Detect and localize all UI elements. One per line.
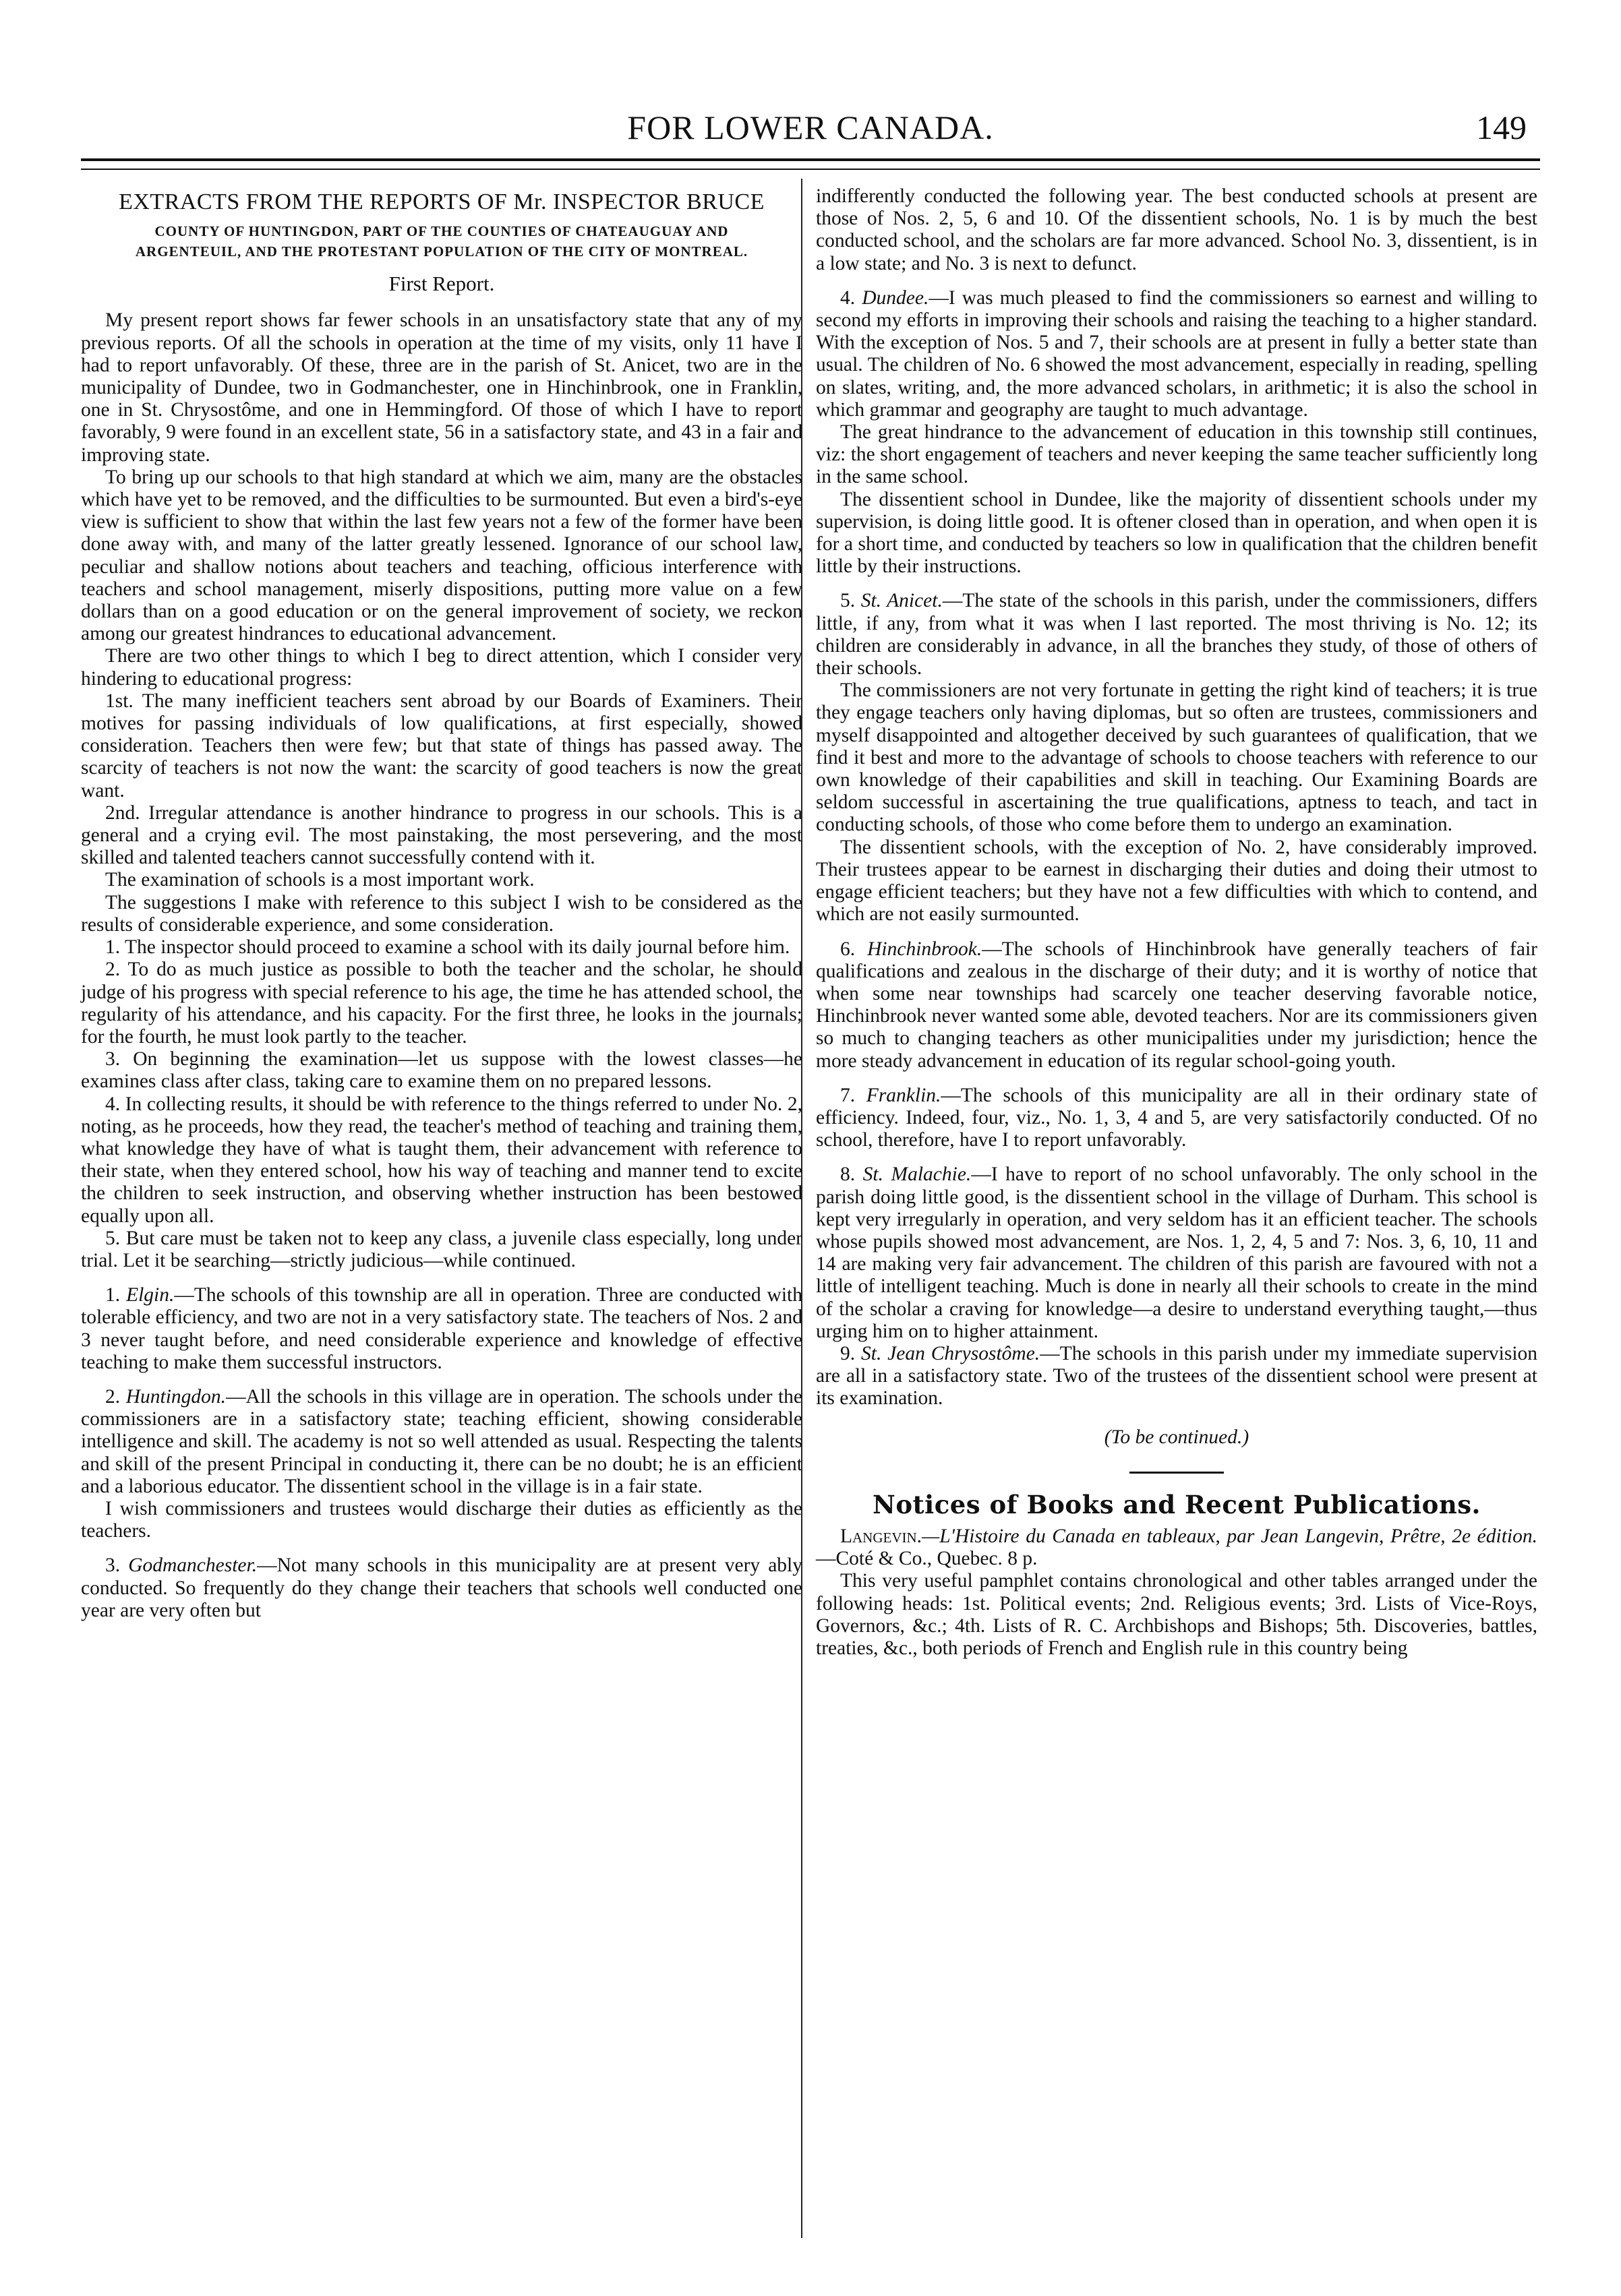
section-hinchinbrook (816, 938, 1537, 1073)
running-title: FOR LOWER CANADA. (627, 109, 994, 146)
section-text: —I have to report of no school unfavorably. The only school in the parish doing little good, is the dissentient school in the village of Durham. This school is kept very irregularly in operation, and very seldom has it an efficient teacher. The schools whose pupils showed most advancement, are Nos. 1, 2, 4, 5 and 7: Nos. 3, 6, 10, 11 and 14 are making very fair advancement. The children of this parish are favoured with not a little of intelligent teaching. Much is done in nearly all their schools to create in the mind of the scholar a craving for knowledge—a desire to understand everything taught,—thus urging him on to higher attainment. (816, 1164, 1537, 1342)
section-number: 7. (840, 1084, 856, 1106)
right-column (816, 185, 1537, 1660)
book-title: —L'Histoire du Canada en tableaux, par Jean Langevin, Prêtre, 2e édition. (922, 1525, 1537, 1547)
section-number: 5. (840, 590, 856, 612)
header-rule (81, 158, 1540, 161)
article-title: EXTRACTS FROM THE REPORTS OF Mr. INSPECTOR BRUCE (119, 189, 765, 214)
section-text: —Not many schools in this municipality are at present very ably conducted. So frequently do they change their teachers that schools well conducted one year are very often but (81, 1554, 802, 1621)
place-name: St. Jean Chrysostôme. (861, 1342, 1040, 1364)
paragraph: 2nd. Irregular attendance is another hindrance to progress in our schools. This is a general and a crying evil. The most painstaking, the most persevering, and the most skilled and talented teachers cannot successfully contend with it. (81, 802, 802, 869)
section-number: 6. (840, 938, 856, 960)
left-column (81, 185, 802, 1622)
paragraph: 1. The inspector should proceed to examine a school with its daily journal before him. (105, 936, 790, 959)
section-text: —The schools in this parish under my immediate supervision are all in a satisfactory state. Two of the trustees of the dissentient school were present at its examination. (816, 1342, 1538, 1410)
place-name: Hinchinbrook. (867, 938, 982, 960)
page-number: 149 (1476, 109, 1527, 146)
place-name: St. Malachie. (862, 1164, 972, 1186)
section-text: —The state of the schools in this parish, under the commissioners, differs little, if any, from what it was when I last reported. The most thriving is No. 12; its children are considerably in advance, in all the branches they study, of those of others of their schools. (816, 590, 1537, 679)
place-name: Godmanchester. (128, 1554, 258, 1577)
paragraph: There are two other things to which I beg to direct attention, which I consider very hindering to educational progress: (81, 645, 802, 690)
paragraph: I wish commissioners and trustees would discharge their duties as efficiently as the teachers. (81, 1497, 802, 1542)
section-dundee (816, 287, 1537, 421)
book-entry (816, 1525, 1537, 1570)
paragraph: The dissentient school in Dundee, like the majority of dissentient schools under my supervision, is doing little good. It is oftener closed than in operation, and when open it is for a short time, and conducted by teachers so low in qualification that the children benefit little by their instructions. (816, 488, 1537, 578)
notices-heading: Notices of Books and Recent Publications. (873, 1489, 1481, 1519)
paragraph: 2. To do as much justice as possible to both the teacher and the scholar, he should judge of his progress with special reference to his age, the time he has attended school, the regularity of his attendance, and his capacity. For the first three, he looks in the journals; for the fourth, he must look partly to the teacher. (81, 959, 802, 1048)
to-be-continued: (To be continued.) (1104, 1426, 1249, 1448)
paragraph: To bring up our schools to that high standard at which we aim, many are the obstacles which have yet to be removed, and the difficulties to be surmounted. But even a bird's-eye view is sufficient to show that within the last few years not a few of the former have been done away with, and many of the latter greatly lessened. Ignorance of our school law, peculiar and shallow notions about teachers and teaching, officious interference with teachers and school management, miserly dispositions, putting more value on a few dollars than on a good education or on the general improvement of society, we reckon among our greatest hindrances to educational advancement. (81, 466, 802, 645)
paragraph: The commissioners are not very fortunate in getting the right kind of teachers; it is true they engage teachers only having diplomas, but so often are trustees, commissioners and myself disappointed and altogether deceived by such guarantees of qualification, that we find it best and more to the advantage of schools to choose teachers with reference to our own knowledge of their capabilities and skill in teaching. Our Examining Boards are seldom successful in ascertaining the true qualifications, aptness to teach, and tact in conducting schools, of those who come before them to undergo an examination. (816, 679, 1537, 836)
paragraph: The examination of schools is a most important work. (105, 869, 535, 891)
section-elgin (81, 1284, 802, 1374)
section-st-jean (816, 1343, 1537, 1410)
paragraph: 3. On beginning the examination—let us suppose with the lowest classes—he examines class after class, taking care to examine them on no prepared lessons. (81, 1048, 802, 1093)
section-godmanchester (81, 1554, 802, 1622)
paragraph: 1st. The many inefficient teachers sent abroad by our Boards of Examiners. Their motives for passing individuals of low qualifications, at first especially, showed consideration. Teachers then were few; but that state of things has passed away. The scarcity of teachers is not now the want: the scarcity of good teachers is now the great want. (81, 690, 802, 802)
section-st-malachie (816, 1164, 1537, 1343)
book-author: Langevin. (840, 1525, 922, 1547)
report-heading: First Report. (388, 272, 495, 296)
paragraph: The suggestions I make with reference to this subject I wish to be considered as the results of considerable experience, and some consideration. (81, 891, 802, 936)
section-huntingdon (81, 1386, 802, 1498)
section-franklin (816, 1085, 1537, 1152)
place-name: Franklin. (866, 1084, 941, 1106)
paragraph: The great hindrance to the advancement of education in this township still continues, viz: the short engagement of teachers and never keeping the same teacher sufficiently long in the same school. (816, 421, 1537, 488)
place-name: Huntingdon. (125, 1385, 227, 1408)
section-number: 1. (105, 1284, 121, 1306)
paragraph: 4. In collecting results, it should be with reference to the things referred to under No. 2, noting, as he proceeds, how they read, the teacher's method of teaching and training them, what knowledge they have of what is taught them, their advancement with reference to their state, when they entered school, how his way of teaching and manner tend to excite the children to seek instruction, and observing whether instruction has been bestowed equally upon all. (81, 1093, 802, 1227)
section-number: 2. (105, 1385, 121, 1408)
section-number: 9. (840, 1342, 856, 1364)
section-text: —I was much pleased to find the commissioners so earnest and willing to second my efforts in improving their schools and raising the teaching to a higher standard. With the exception of Nos. 5 and 7, their schools are at present in fully a better state than usual. The children of No. 6 showed the most advancement, especially in reading, spelling on slates, writing, and, the more advanced scholars, in arithmetic; it is also the school in which grammar and geography are taught to much advantage. (816, 286, 1538, 421)
paragraph: 5. But care must be taken not to keep any class, a juvenile class especially, long under trial. Let it be searching—strictly judicious—while continued. (81, 1227, 802, 1271)
section-rule (1129, 1472, 1224, 1474)
paragraph: My present report shows far fewer schools in an unsatisfactory state that any of my previous reports. Of all the schools in operation at the time of my visits, only 11 have I had to report unfavorably. Of these, three are in the parish of St. Anicet, two are in the municipality of Dundee, two in Godmanchester, one in Hinchinbrook, one in Franklin, one in St. Chrysostôme, and one in Hemmingford. Of those of which I have to report favorably, 9 were found in an excellent state, 56 in a satisfactory state, and 43 in a fair and improving state. (81, 309, 802, 466)
header-rule-thin (81, 169, 1540, 170)
place-name: Dundee. (862, 286, 929, 309)
place-name: Elgin. (126, 1284, 175, 1306)
paragraph: indifferently conducted the following year. The best conducted schools at present are those of Nos. 2, 5, 6 and 10. Of the dissentient schools, No. 1 is by much the best conducted school, and the scholars are far more advanced. School No. 3, dissentient, is in a low state; and No. 3 is next to defunct. (816, 185, 1537, 274)
section-text: —All the schools in this village are in operation. The schools under the commissioners are in a satisfactory state; teaching efficient, showing considerable intelligence and skill. The academy is not so well attended as usual. Respecting the talents and skill of the present Principal in conducting it, there can be no doubt; he is an efficient and a laborious educator. The dissentient school in the village is in a fair state. (81, 1385, 803, 1497)
page-header (81, 101, 1540, 155)
section-text: —The schools of this municipality are all in their ordinary state of efficiency. Indeed, four, viz., No. 1, 3, 4 and 5, are very satisfactorily conducted. Of no school, therefore, have I to report unfavorably. (816, 1084, 1537, 1151)
section-text: —The schools of Hinchinbrook have generally teachers of fair qualifications and zealous in the discharge of their duty; and it is worthy of notice that when some near townships had scarcely one teacher deserving favorable notice, Hinchinbrook never wanted some able, devoted teachers. Nor are its commissioners given so much to changing teachers as other municipalities under my jurisdiction; hence the more steady advancement in education of its regular school-going youth. (816, 938, 1537, 1072)
section-number: 3. (105, 1554, 121, 1577)
paragraph: This very useful pamphlet contains chronological and other tables arranged under the following heads: 1st. Political events; 2nd. Religious events; 3rd. Lists of Vice-Roys, Governors, &c.; 4th. Lists of R. C. Archbishops and Bishops; 5th. Discoveries, battles, treaties, &c., both periods of French and English rule in this country being (816, 1570, 1537, 1659)
paragraph: The dissentient schools, with the exception of No. 2, have considerably improved. Their trustees appear to be earnest in discharging their duties and doing their utmost to engage efficient teachers; but they have not a few difficulties with which to contend, and which are not easily surmounted. (816, 836, 1537, 926)
article-subtitle: COUNTY OF HUNTINGDON, PART OF THE COUNTIES OF CHATEAUGUAY AND ARGENTEUIL, AND THE PROTESTANT POPULATION OF THE CITY OF MONTREAL. (135, 223, 748, 260)
place-name: St. Anicet. (860, 590, 943, 612)
section-st-anicet (816, 590, 1537, 679)
section-number: 4. (840, 286, 856, 309)
section-text: —The schools of this township are all in operation. Three are conducted with tolerable efficiency, and two are not in a very satisfactory state. The teachers of Nos. 2 and 3 never taught before, and need considerable experience and knowledge of effective teaching to make them successful instructors. (81, 1284, 802, 1373)
book-publisher: —Coté & Co., Quebec. 8 p. (816, 1548, 1038, 1570)
section-number: 8. (840, 1164, 856, 1186)
